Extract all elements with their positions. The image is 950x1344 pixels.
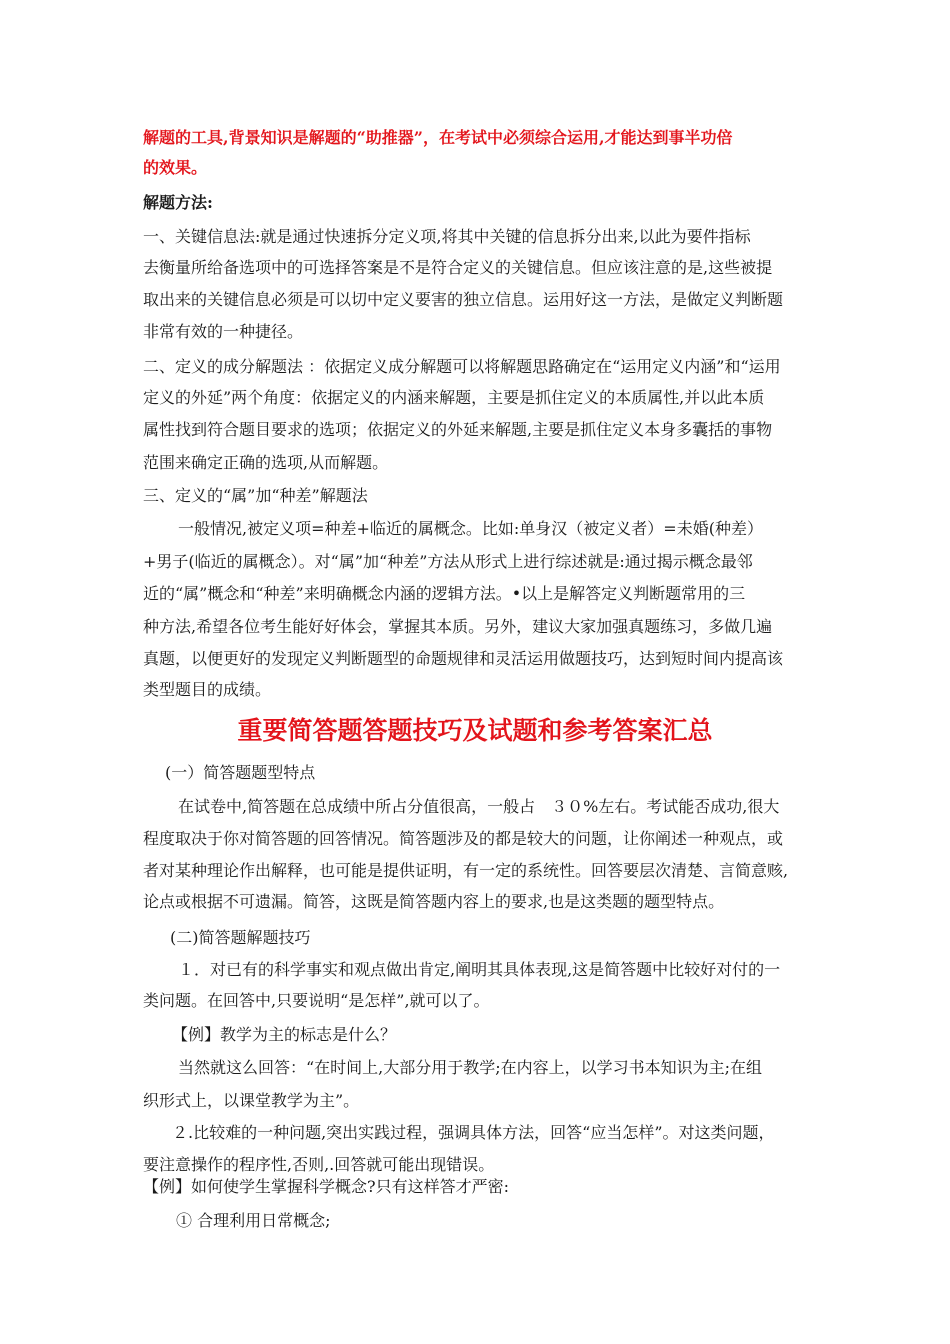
method1-line: 一、关键信息法:就是通过快速拆分定义项,将其中关键的信息拆分出来,以此为要件指标 — [143, 227, 751, 246]
method1-line: 非常有效的一种捷径。 — [143, 322, 304, 341]
example1-answer-line: 当然就这么回答：“在时间上,大部分用于教学;在内容上，以学习书本知识为主;在组 — [178, 1058, 763, 1077]
section1-line: 者对某种理论作出解释，也可能是提供证明，有一定的系统性。回答要层次清楚、言简意赅, — [143, 861, 789, 880]
method2-line: 属性找到符合题目要求的选项；依据定义的外延来解题,主要是抓住定义本身多囊括的事物 — [143, 420, 773, 439]
method3-line: 一般情况,被定义项=种差+临近的属概念。比如:单身汉（被定义者）=未婚(种差） — [178, 519, 763, 538]
point1-line: １．对已有的科学事实和观点做出肯定,阐明其具体表现,这是简答题中比较好对付的一 — [178, 960, 781, 979]
method1-line: 取出来的关键信息必须是可以切中定义要害的独立信息。运用好这一方法，是做定义判断题 — [143, 290, 784, 309]
example1-answer-line: 织形式上，以课堂教学为主”。 — [143, 1091, 360, 1110]
method1-line: 去衡量所给备选项中的可选择答案是不是符合定义的关键信息。但应该注意的是,这些被提 — [143, 258, 773, 277]
method3-line: 真题，以便更好的发现定义判断题型的命题规律和灵活运用做题技巧，达到短时间内提高该 — [143, 649, 784, 668]
methods-title: 解题方法: — [143, 193, 213, 212]
method2-line: 定义的外延”两个角度：依据定义的内涵来解题，主要是抓住定义的本质属性,并以此本质 — [143, 388, 765, 407]
point2-line: ２.比较难的一种问题,突出实践过程，强调具体方法，回答“应当怎样”。对这类问题， — [172, 1123, 775, 1142]
intro-line: 的效果。 — [143, 158, 208, 177]
section2-title: (二)简答题解题技巧 — [170, 928, 311, 947]
example1-question: 【例】教学为主的标志是什么？ — [172, 1025, 397, 1044]
intro-line: 解题的工具,背景知识是解题的“助推器”，在考试中必须综合运用,才能达到事半功倍 — [143, 128, 733, 147]
method3-line: 种方法,希望各位考生能好好体会，掌握其本质。另外，建议大家加强真题练习，多做几遍 — [143, 617, 773, 636]
method2-line: 二、定义的成分解题法 ：依据定义成分解题可以将解题思路确定在“运用定义内涵”和“运用 — [143, 357, 781, 376]
point1-line: 类问题。在回答中,只要说明“是怎样”,就可以了。 — [143, 991, 490, 1010]
method3-title: 三、定义的“属”加“种差”解题法 — [143, 486, 368, 505]
method3-line: +男子(临近的属概念）。对“属”加“种差”方法从形式上进行综述就是:通过揭示概念最邻 — [143, 552, 753, 571]
example2-item: ① 合理利用日常概念; — [176, 1211, 331, 1230]
method2-line: 范围来确定正确的选项,从而解题。 — [143, 453, 389, 472]
section1-title: (一）简答题题型特点 — [165, 763, 316, 782]
page-heading: 重要简答题答题技巧及试题和参考答案汇总 — [237, 716, 713, 745]
section1-line: 程度取决于你对简答题的回答情况。简答题涉及的都是较大的问题，让你阐述一种观点，或 — [143, 829, 784, 848]
point2-line: 要注意操作的程序性,否则,.回答就可能出现错误。 — [143, 1155, 495, 1174]
section1-line: 在试卷中,简答题在总成绩中所占分值很高，一般占 ３０%左右。考试能否成功,很大 — [178, 797, 780, 816]
section1-line: 论点或根据不可遗漏。简答，这既是简答题内容上的要求,也是这类题的题型特点。 — [143, 892, 725, 911]
example2-question: 【例】如何使学生掌握科学概念?只有这样答才严密: — [143, 1177, 509, 1196]
method3-line: 近的“属”概念和“种差”来明确概念内涵的逻辑方法。•以上是解答定义判断题常用的三 — [143, 584, 746, 603]
method3-line: 类型题目的成绩。 — [143, 680, 272, 699]
